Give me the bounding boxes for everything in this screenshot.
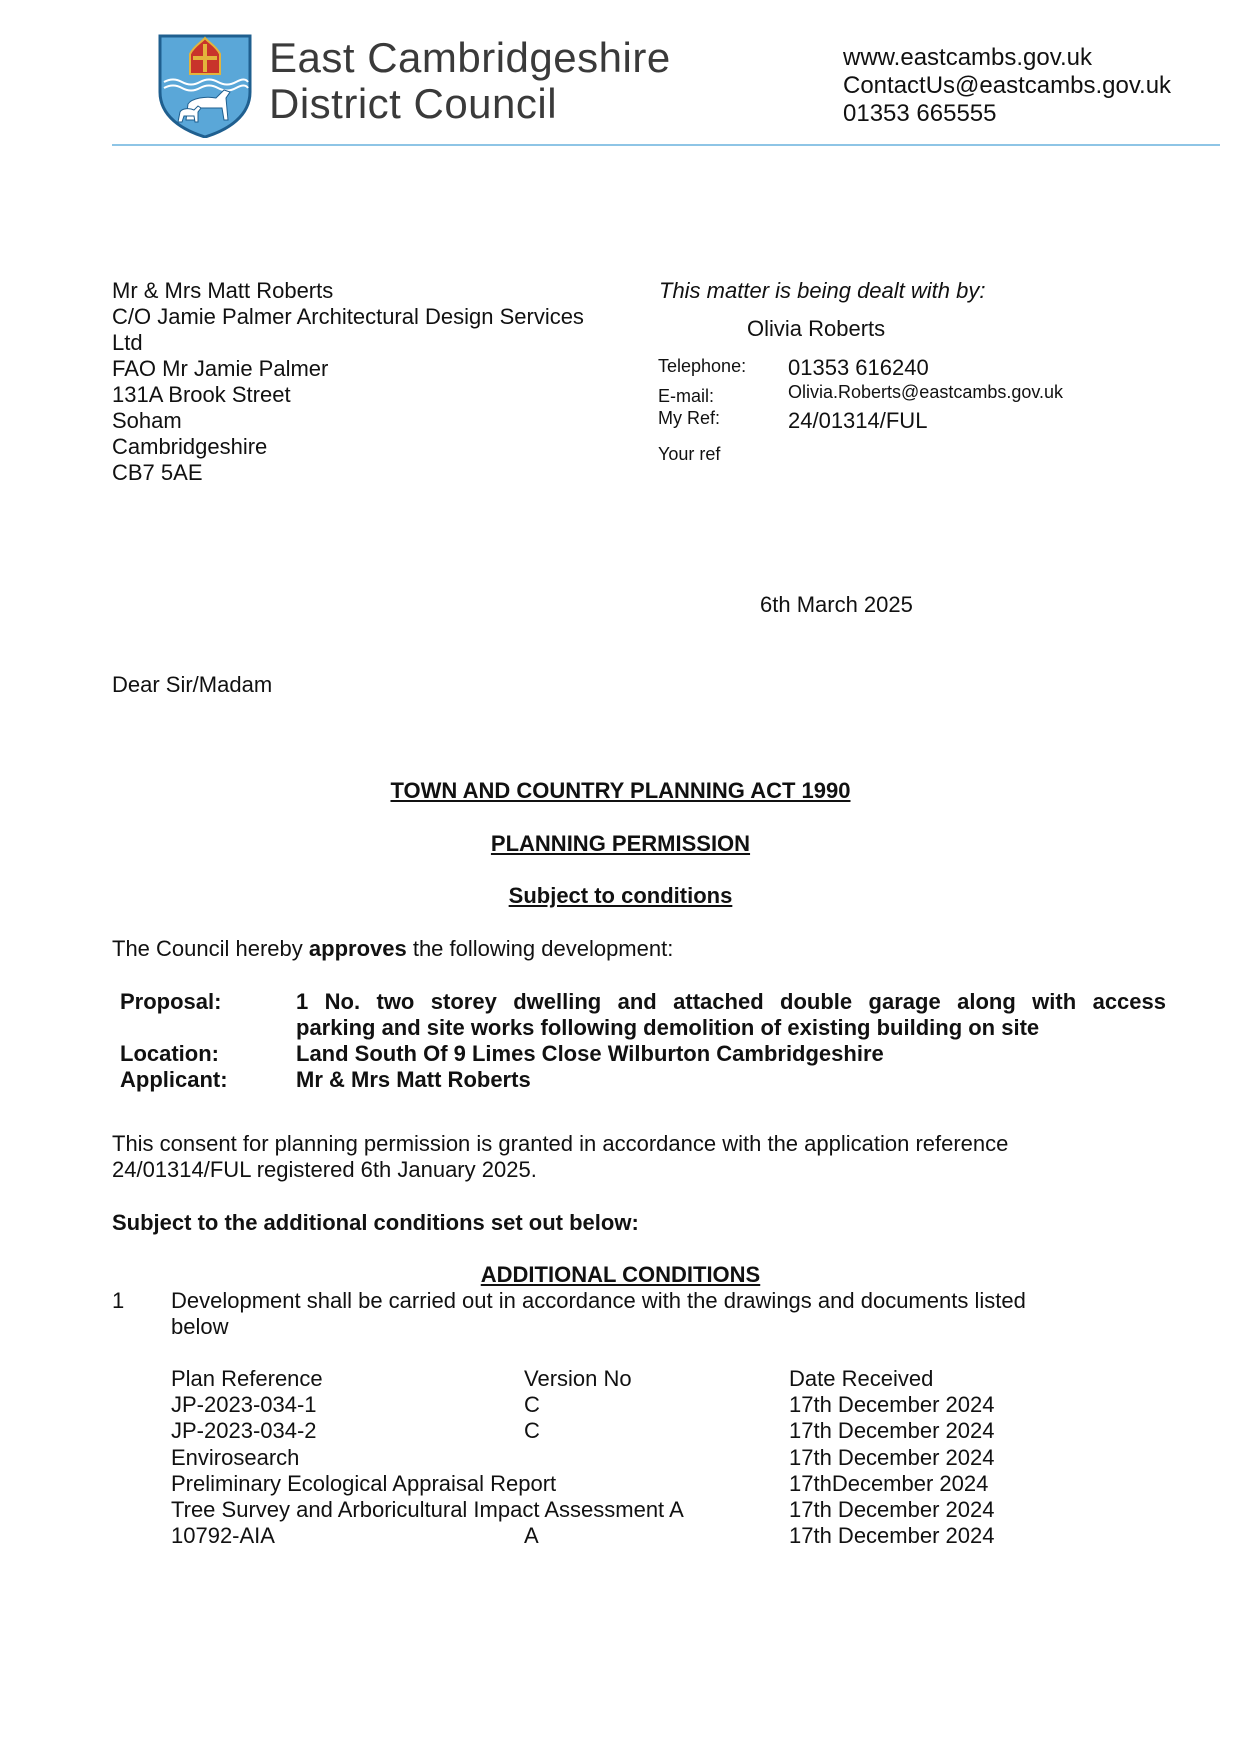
plan-date: 17th December 2024	[789, 1445, 995, 1470]
council-name-line1: East Cambridgeshire	[269, 34, 671, 81]
location-value: Land South Of 9 Limes Close Wilburton Cambridgeshire	[296, 1041, 884, 1066]
plan-reference: Tree Survey and Arboricultural Impact Assessment A	[171, 1497, 684, 1522]
applicant-value: Mr & Mrs Matt Roberts	[296, 1067, 531, 1092]
condition-number: 1	[112, 1288, 125, 1313]
plan-date: 17th December 2024	[789, 1497, 995, 1522]
salutation: Dear Sir/Madam	[112, 672, 273, 697]
address-line: Ltd	[112, 330, 143, 355]
approval-bold: approves	[308, 936, 407, 961]
applicant-label: Applicant:	[120, 1067, 228, 1092]
permission-heading: PLANNING PERMISSION	[490, 831, 751, 856]
condition-text-line1: Development shall be carried out in accordance with the drawings and documents listed	[171, 1288, 1026, 1313]
address-line: Cambridgeshire	[112, 434, 268, 459]
address-line: CB7 5AE	[112, 460, 203, 485]
act-heading: TOWN AND COUNTRY PLANNING ACT 1990	[390, 778, 851, 803]
council-name-line2: District Council	[269, 80, 558, 127]
address-line: Soham	[112, 408, 182, 433]
location-label: Location:	[120, 1041, 219, 1066]
address-line: 131A Brook Street	[112, 382, 291, 407]
address-line: Mr & Mrs Matt Roberts	[112, 278, 334, 303]
plan-version: C	[524, 1392, 540, 1417]
plan-date: 17thDecember 2024	[789, 1471, 989, 1496]
column-header: Plan Reference	[171, 1366, 323, 1391]
consent-line2: 24/01314/FUL registered 6th January 2025.	[112, 1157, 537, 1182]
proposal-line2: parking and site works following demolition of existing building on site	[296, 1015, 1040, 1040]
your-ref-label: Your ref	[658, 444, 721, 464]
plan-version: C	[524, 1418, 540, 1443]
plan-reference: Envirosearch	[171, 1445, 300, 1470]
email-label: E-mail:	[658, 386, 715, 406]
officer-name: Olivia Roberts	[747, 316, 886, 341]
plan-date: 17th December 2024	[789, 1523, 995, 1548]
plan-reference: 10792-AIA	[171, 1523, 275, 1548]
officer-telephone: 01353 616240	[788, 355, 929, 380]
column-header: Version No	[524, 1366, 632, 1391]
proposal-line1: 1 No. two storey dwelling and attached double garage along with access	[296, 989, 1166, 1014]
column-header: Date Received	[789, 1366, 934, 1391]
council-crest-icon	[158, 34, 252, 138]
subject-heading: Subject to conditions	[508, 883, 733, 908]
address-line: FAO Mr Jamie Palmer	[112, 356, 329, 381]
approval-suffix: the following development:	[406, 936, 674, 961]
letter-date: 6th March 2025	[760, 592, 913, 617]
additional-intro: Subject to the additional conditions set out below:	[112, 1210, 639, 1235]
plan-date: 17th December 2024	[789, 1392, 995, 1417]
approval-sentence	[112, 936, 673, 962]
my-ref-label: My Ref:	[658, 408, 721, 428]
condition-text-line2: below	[171, 1314, 229, 1339]
council-website[interactable]: www.eastcambs.gov.uk	[843, 44, 1092, 71]
proposal-label: Proposal:	[120, 989, 222, 1014]
plan-version: A	[524, 1523, 539, 1548]
plan-reference: JP-2023-034-2	[171, 1418, 317, 1443]
plan-reference: Preliminary Ecological Appraisal Report	[171, 1471, 557, 1496]
consent-line1: This consent for planning permission is granted in accordance with the application reference	[112, 1131, 1009, 1156]
address-line: C/O Jamie Palmer Architectural Design Services	[112, 304, 584, 329]
approval-prefix: The Council hereby	[112, 936, 309, 961]
header-divider	[112, 144, 1220, 146]
council-email[interactable]: ContactUs@eastcambs.gov.uk	[843, 72, 1172, 99]
additional-conditions-heading: ADDITIONAL CONDITIONS	[480, 1262, 761, 1287]
plan-date: 17th December 2024	[789, 1418, 995, 1443]
officer-email[interactable]: Olivia.Roberts@eastcambs.gov.uk	[788, 382, 1064, 402]
plan-reference: JP-2023-034-1	[171, 1392, 317, 1417]
dealt-with-title: This matter is being dealt with by:	[659, 278, 986, 303]
council-phone: 01353 665555	[843, 100, 997, 127]
telephone-label: Telephone:	[658, 356, 747, 376]
my-ref-value: 24/01314/FUL	[788, 408, 928, 433]
